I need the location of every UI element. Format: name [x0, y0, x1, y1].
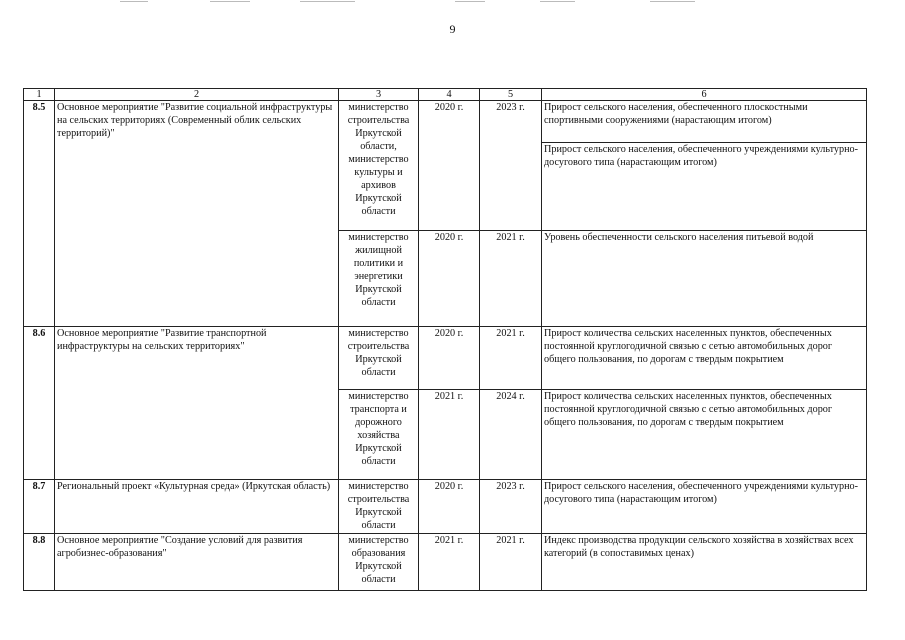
column-header: 4	[419, 89, 480, 101]
scan-artifact	[650, 1, 695, 2]
table-row	[24, 101, 867, 143]
end-year: 2021 г.	[480, 327, 542, 390]
end-year: 2021 г.	[480, 231, 542, 327]
scan-artifact	[210, 1, 250, 2]
responsible-org: министерство образования Иркутской области	[339, 534, 419, 591]
activity-name: Основное мероприятие "Создание условий для развития агробизнес-образования"	[55, 534, 339, 591]
row-number: 8.7	[24, 480, 55, 534]
start-year: 2020 г.	[419, 480, 480, 534]
end-year: 2024 г.	[480, 390, 542, 480]
page-number: 9	[449, 22, 456, 36]
row-number: 8.5	[24, 101, 55, 327]
responsible-org: министерство строительства Иркутской области	[339, 480, 419, 534]
end-year: 2023 г.	[480, 480, 542, 534]
indicator: Прирост сельского населения, обеспеченного учреждениями культурно-досугового типа (нарастающим итогом)	[542, 143, 867, 231]
table-row	[24, 327, 867, 390]
row-number: 8.6	[24, 327, 55, 480]
indicator: Уровень обеспеченности сельского населения питьевой водой	[542, 231, 867, 327]
activity-name: Основное мероприятие "Развитие социальной инфраструктуры на сельских территориях (Современный облик сельских территорий)"	[55, 101, 339, 327]
scan-artifact	[120, 1, 148, 2]
row-number: 8.8	[24, 534, 55, 591]
indicator: Прирост сельского населения, обеспеченного учреждениями культурно-досугового типа (нарастающим итогом)	[542, 480, 867, 534]
activity-name: Региональный проект «Культурная среда» (Иркутская область)	[55, 480, 339, 534]
column-header: 1	[24, 89, 55, 101]
table-row	[24, 480, 867, 534]
scan-artifact	[300, 1, 355, 2]
column-header: 3	[339, 89, 419, 101]
indicator: Индекс производства продукции сельского хозяйства в хозяйствах всех категорий (в сопоставимых ценах)	[542, 534, 867, 591]
start-year: 2021 г.	[419, 534, 480, 591]
start-year: 2020 г.	[419, 101, 480, 231]
indicator: Прирост количества сельских населенных пунктов, обеспеченных постоянной круглогодичной связью с сетью автомобильных дорог общего пользования, по дорогам с твердым покрытием	[542, 390, 867, 480]
activities-table	[23, 88, 867, 591]
start-year: 2020 г.	[419, 231, 480, 327]
scan-artifact	[540, 1, 575, 2]
column-header: 2	[55, 89, 339, 101]
column-header: 6	[542, 89, 867, 101]
activity-name: Основное мероприятие "Развитие транспортной инфраструктуры на сельских территориях"	[55, 327, 339, 480]
end-year: 2021 г.	[480, 534, 542, 591]
start-year: 2020 г.	[419, 327, 480, 390]
indicator: Прирост количества сельских населенных пунктов, обеспеченных постоянной круглогодичной связью с сетью автомобильных дорог общего пользования, по дорогам с твердым покрытием	[542, 327, 867, 390]
scan-artifact	[455, 1, 485, 2]
column-header: 5	[480, 89, 542, 101]
responsible-org: министерство жилищной политики и энергетики Иркутской области	[339, 231, 419, 327]
indicator: Прирост сельского населения, обеспеченного плоскостными спортивными сооружениями (нарастающим итогом)	[542, 101, 867, 143]
responsible-org: министерство транспорта и дорожного хозяйства Иркутской области	[339, 390, 419, 480]
table-row	[24, 534, 867, 591]
responsible-org: министерство строительства Иркутской области, министерство культуры и архивов Иркутской области	[339, 101, 419, 231]
header-row	[24, 89, 867, 101]
responsible-org: министерство строительства Иркутской области	[339, 327, 419, 390]
start-year: 2021 г.	[419, 390, 480, 480]
end-year: 2023 г.	[480, 101, 542, 231]
